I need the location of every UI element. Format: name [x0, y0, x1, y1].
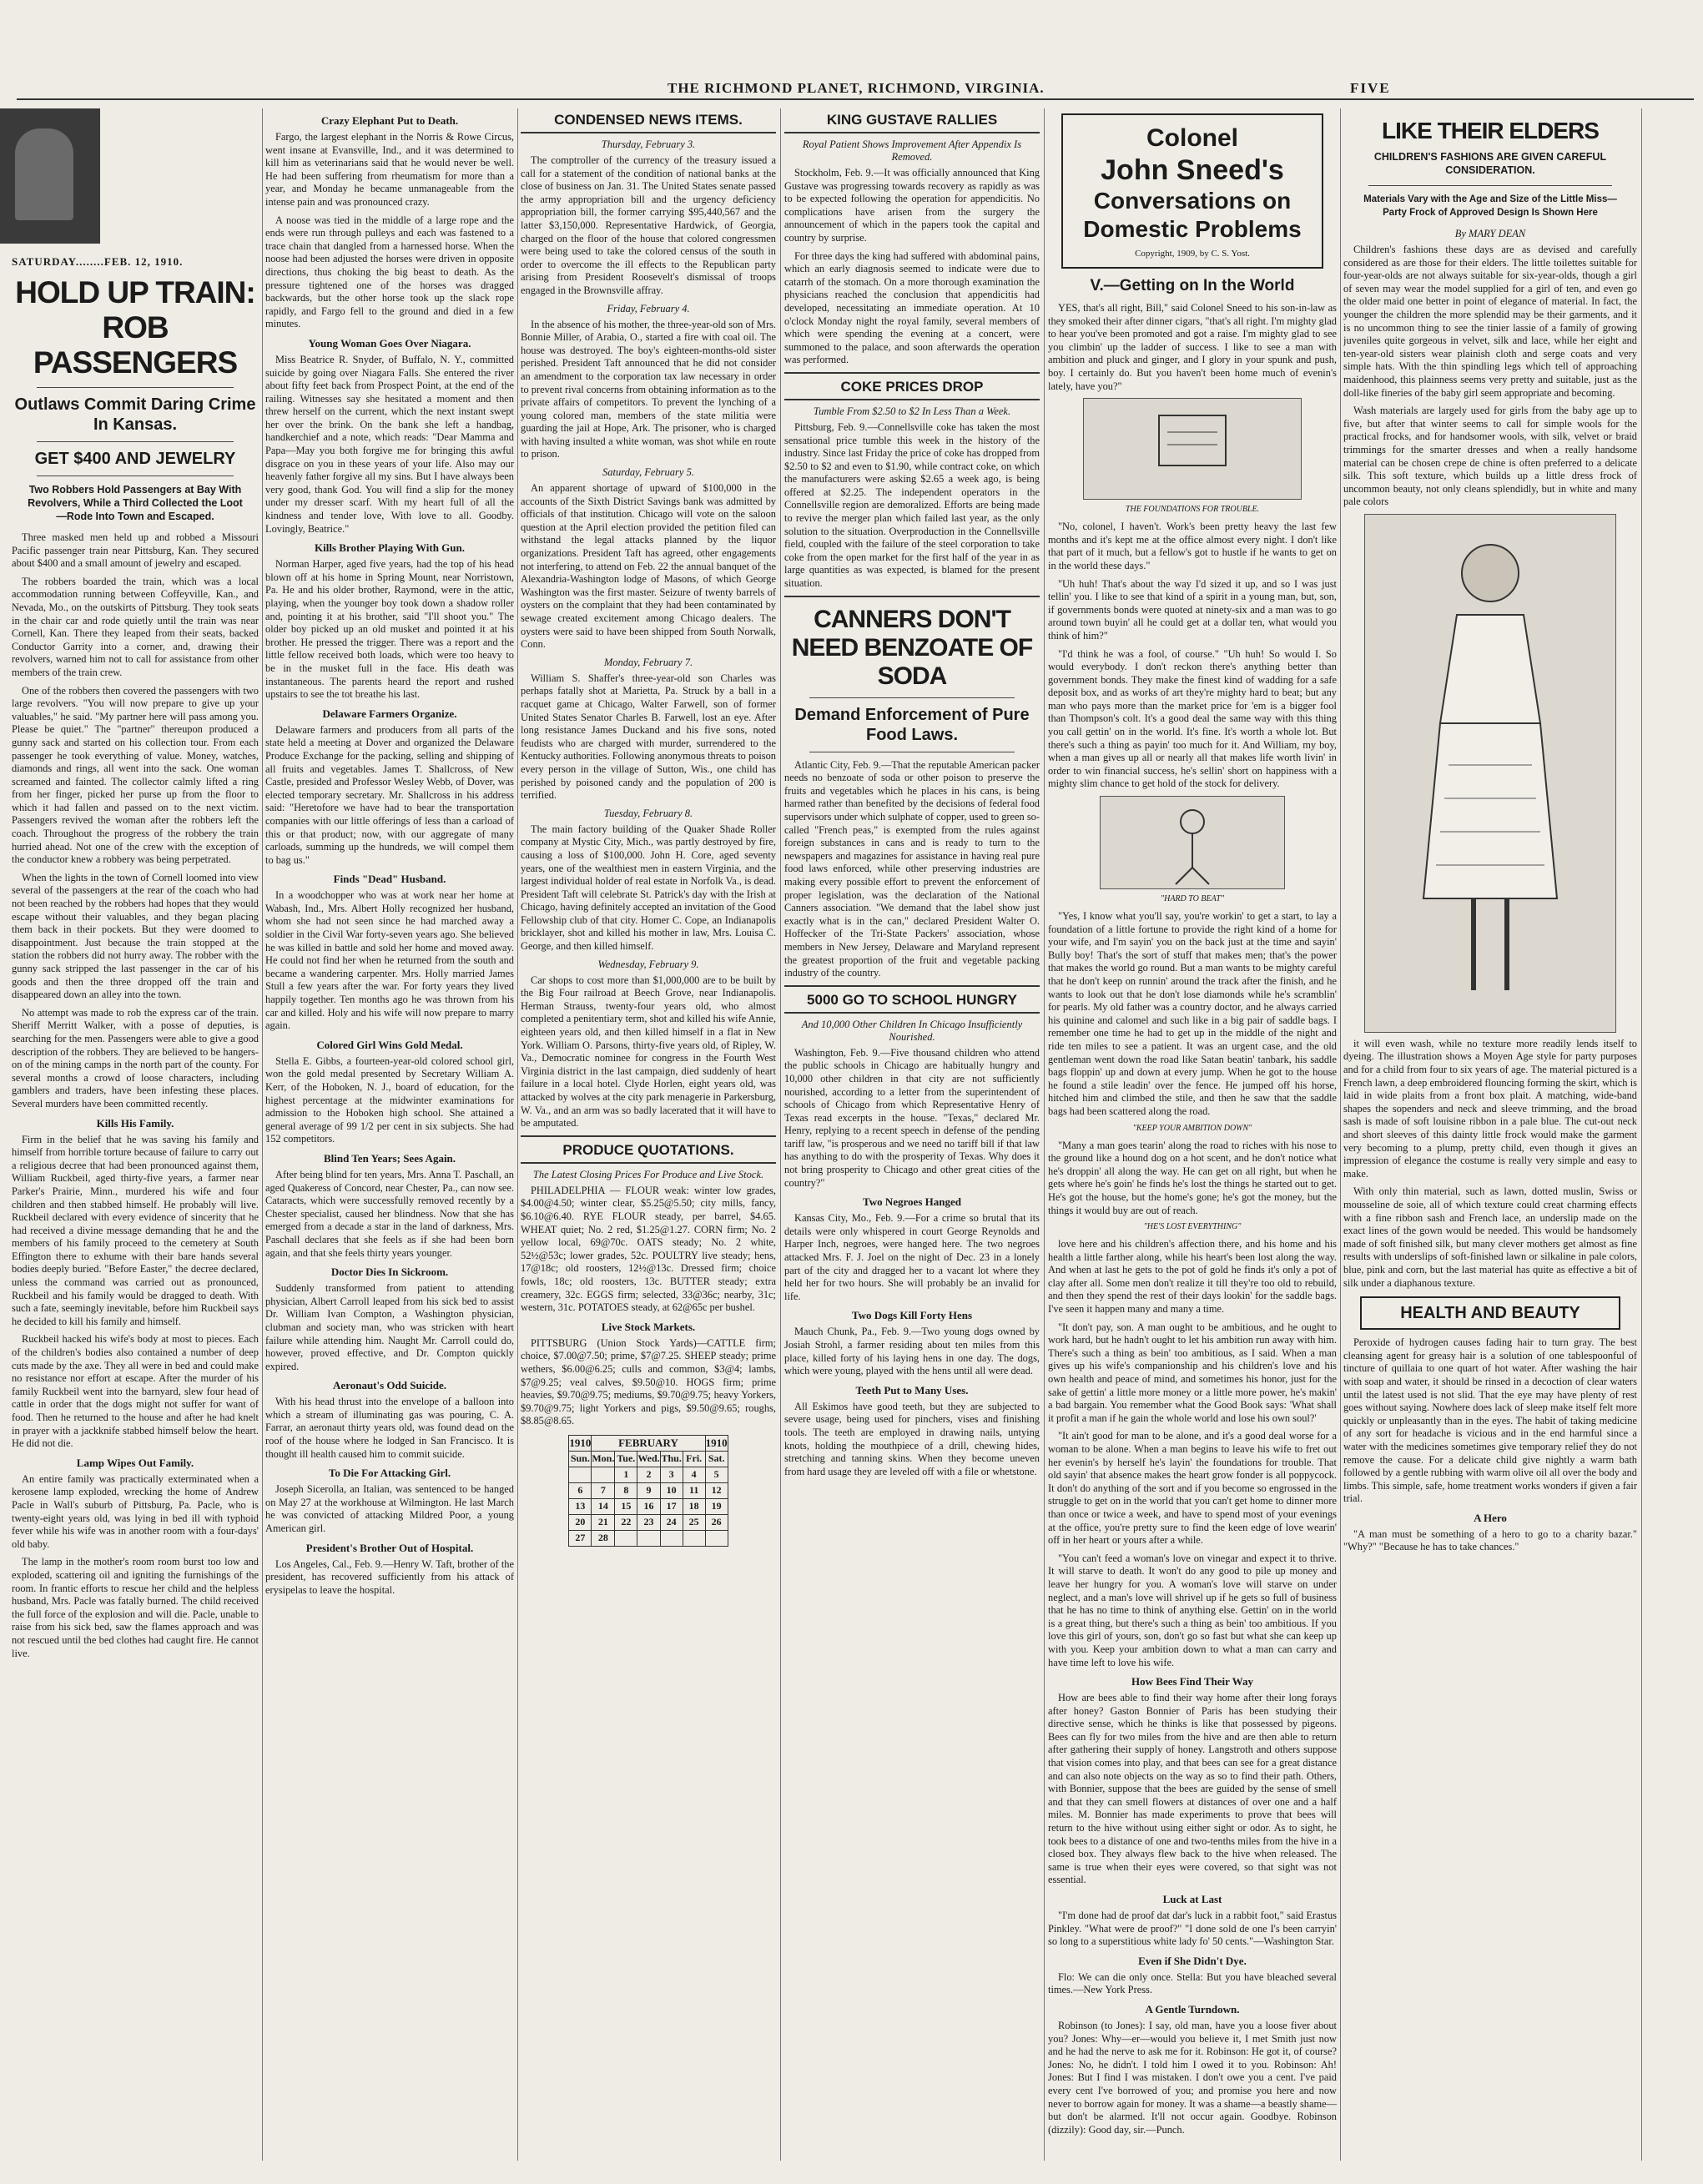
calendar-day: 3 — [660, 1467, 683, 1482]
article-paragraph: Los Angeles, Cal., Feb. 9.—Henry W. Taft, brother of the president, has recovered sufficiently from his attack of erysipelas to leave the hospital. — [265, 1557, 514, 1596]
article-paragraph: Delaware farmers and producers from all parts of the state held a meeting at Dover and organized the Delaware Produce Exchange for the packing, selling and shipping of all fruits and vegetables. James T. Shallcross, of New Castle, presided and Professor Wesley Webb, of Dover, was elected temporary secretary. Mr. Shallcross in his address said: "Heretofore we have had to bear the transportation companies with our little offerings of less than a carload of this or that product; now, with our aggregate of many carloads, summing up the hundreds, we will compel them to bag us." — [265, 723, 514, 866]
article-headline: Finds "Dead" Husband. — [333, 873, 446, 886]
article-paragraph: "A man must be something of a hero to go to a charity bazar." "Why?" "Because he has to take chances." — [1343, 1527, 1637, 1553]
column-rule — [1641, 108, 1642, 2161]
calendar-day: 26 — [705, 1514, 728, 1530]
divider — [37, 441, 234, 442]
feature-title: Conversations on Domestic Problems — [1083, 188, 1302, 242]
article-paragraph: An entire family was practically exterminated when a kerosene lamp exploded, wrecking the home of Andrew Pacle in Wall's suburb of Pittsburg, Pa. Pacle, who is twenty-eight years old, was lying in bed ill with typhoid fever while his wife was in another room with a four-days' old baby. — [12, 1472, 259, 1550]
item-date: Saturday, February 5. — [602, 466, 694, 479]
article-paragraph: Atlantic City, Feb. 9.—That the reputable American packer needs no benzoate of soda or other poison to preserve the fruits and vegetables which he places in his cans, is being harmed rather than benefited by the decisions of federal food supervisors under which sulphate of copper, used to green so-called "French peas," is exempted from the rules against foreign substances in cans and is ready to turn to the newspapers and magazines for assistance in having real pure food laws enforced, while other preserving industries are making every possible effort to prevent the enforcement of proper legislation, was the declaration of the National Canners association. "We demand that the label show just exactly what is in the can," declared President Walter O. Hoffecker of the Tri-State Packers' association, whose members in New Jersey, Delaware and Maryland represent the greatest proportion of the fruit and vegetable packing industry of the country. — [784, 758, 1040, 979]
calendar-day: 17 — [660, 1498, 683, 1514]
article-headline: To Die For Attacking Girl. — [328, 1467, 451, 1480]
column-rule — [1340, 108, 1341, 2161]
article-paragraph: Fargo, the largest elephant in the Norris & Rowe Circus, went insane at Evansville, Ind., and it was determined to kill him as veterinarians said that he would never be well. He had been suffering from rheumatism for more than a year, and Monday he became unmanageable from the intense pain and was pronounced crazy. — [265, 131, 514, 208]
article-paragraph: Peroxide of hydrogen causes fading hair to turn gray. The best cleansing agent for greasy hair is a solution of one tablespoonful of tincture of quillaia to one quart of hot water. After washing the hair with soap and water, it should be rinsed in a decoction of clear waters until the latest used is not slid. That the eye may have plenty of rest goes without saying. Nowhere does lack of sleep make itself felt more quickly or unpleasantly than in the eyes. The habit of taking medicine of any sort for headache is vicious and in the end harmful since a water with the medicines sometimes give temporary relief they do not remove the cause. For a delicate child give nightly a warm bath followed by a gentle rubbing with warm olive oil all over the body and limbs. This simple, safe, home treatment works wonders if given a fair trial. — [1343, 1336, 1637, 1505]
news-item: The comptroller of the currency of the treasury issued a call for a statement of the condition of national banks at the close of business on Jan. 31. The United States senate passed the army appropriation bill and the urgency deficiency appropriation bill, the former carrying $95,440,567 and the latter $3,150,000. Representative Hardwick, of Georgia, charged on the floor of the house that colored congressmen were being used to take the colored census of the south in order to overcome the ill effects to the Republican party arising from President Roosevelt's dismissal of troops engaged in the Brownsville affray. — [521, 154, 776, 296]
calendar-day: 14 — [592, 1498, 615, 1514]
section-headline: KING GUSTAVE RALLIES — [784, 112, 1040, 133]
lead-summary: Two Robbers Hold Passengers at Bay With Revolvers, While a Third Collected the Loot—Rode Into Town and Escaped. — [28, 484, 243, 522]
article-paragraph: A noose was tied in the middle of a large rope and the ends were run through pulleys and each was fastened to a trace chain that dangled from a harnessed horse. When the noose had been adjusted the horses were driven in opposite directions, thus choking the big beast to death. As the pressure tightened one of the horses was dragged backwards, but the other horse took up the slack rope rapidly, and Fargo fell to the ground and died in a few minutes. — [265, 214, 514, 330]
article-paragraph: Suddenly transformed from patient to attending physician, Albert Carroll leaped from his sick bed to assist Dr. William Ivan Compton, a Washington physician, clubman and society man, who was stricken with heart failure while attending him. Naught Mr. Carroll could do, however, proved effective, and Dr. Compton quickly expired. — [265, 1282, 514, 1372]
column-rule — [780, 108, 781, 2161]
article-deck: CHILDREN'S FASHIONS ARE GIVEN CAREFUL CONSIDERATION. — [1373, 151, 1607, 176]
article-headline: Lamp Wipes Out Family. — [76, 1456, 194, 1469]
article-headline: Teeth Put to Many Uses. — [855, 1383, 969, 1396]
article-paragraph: The lamp in the mother's room room burst too low and exploded, scattering oil and igniting the furnishings of the room. In frantic efforts to rescue her child and the helpless husband, Mrs. Pacle was fatally burned. The child received the full force of the explosion and will die. Pacle, unable to raise from his sick bed, saw the flames approach and was not rescued until the bed clothes had caught fire. He cannot live. — [12, 1556, 259, 1659]
page-header — [0, 80, 1703, 98]
chapter-heading: V.—Getting on In the World — [1090, 277, 1295, 294]
divider — [37, 387, 234, 388]
divider — [784, 985, 1040, 987]
calendar-day — [660, 1530, 683, 1546]
article-headline: A Gentle Turndown. — [1145, 2002, 1240, 2015]
calendar-weekday: Fri. — [683, 1451, 705, 1467]
article-headline: Two Dogs Kill Forty Hens — [851, 1309, 973, 1322]
divider — [784, 372, 1040, 374]
divider — [1368, 185, 1612, 186]
section-subhead: The Latest Closing Prices For Produce and Live Stock. — [532, 1168, 764, 1180]
section-subhead: Royal Patient Shows Improvement After Appendix Is Removed. — [802, 138, 1022, 163]
article-headline: Luck at Last — [1162, 1893, 1222, 1905]
article-paragraph: Flo: We can die only once. Stella: But you have bleached several times.—New York Press. — [1048, 1970, 1337, 1996]
article-subdeck: Materials Vary with the Age and Size of the Little Miss—Party Frock of Approved Design Is Shown Here — [1363, 194, 1617, 218]
article-headline: Blind Ten Years; Sees Again. — [323, 1151, 456, 1165]
article-paragraph: "I'd think he was a fool, of course." "Uh huh! So would I. So would everybody. I don't reckon there's anything better than government bonds. They make the finest kind of wadding for a safe deposit box, and as works of art they're mighty hard to beat; but any man who pays more than the market price for 'em is a bigger fool than Thompson's colt. It's a good deal the same way with this thing you call gettin' on in the world. It's fine. It's worth a whole lot. But there's such a thing as payin' too much for it. And William, my boy, when a man gives up all or nearly all that makes life worth livin' in order to win financial success, he's sellin' short on happiness with a mighty slim chance to get hold of the stock for delivery. — [1048, 647, 1337, 790]
article-paragraph: Firm in the belief that he was saving his family and himself from horrible torture because of failure to carry out a religious decree that had been pronounced against them, William Ruckbeil, aged thirty-five years, a farmer near Parker's Prairie, Minn., murdered his wife and four children and then stabbed himself. He probably will live. Ruckbeil declared with every evidence of sincerity that he had received a divine message demanding that he and the members of his family proceed to the cemetery at South Effington there to exhume with their bare hands several bodies deeply buried. "Before Easter," the decree declared, unless the command was carried out as pronounced, Ruckbeil and his family would be dragged to death. With such a fate, seemingly inevitable, before him Ruckbeil says he decided to kill his family and himself. — [12, 1133, 259, 1327]
article-paragraph: How are bees able to find their way home after their long forays after honey? Gaston Bonnier of Paris has been studying their directive sense, which he thinks is like that possessed by pigeons. Bees can fly for two miles from the hive and are then able to return after gathering their supply of honey. Langstroth and others suppose that vision comes into play, and that bees can see for a great distance and can also note objects on the way as so to find their path. Others, with Bonnier, suppose that the bees are guided by the sense of smell and that they can smell flowers at distances of over one and a half miles. M. Bonnier has made experiments to prove that bees will return to the hive without using either sight or odor. As to sight, he took bees to a distance of one and two-tenths miles from the hive in a closed box. They always flew back to the hive when released. The same is true when their eyes were covered, so that sight was not essential. — [1048, 1692, 1337, 1886]
article-paragraph: All Eskimos have good teeth, but they are subjected to severe usage, being used for pinchers, vises and finishing tools. The teeth are employed in drawing nails, untying knots, holding the mouthpiece of a drill, chewing hides, stretching and tanning skins. When they become uneven from hard usage they are leveled off with a file or whetstone. — [784, 1400, 1040, 1477]
article-paragraph: "You can't feed a woman's love on vinegar and expect it to thrive. It will starve to death. It won't do any good to pile up money and leave her hungry for you. A woman's love will starve on under neglect, and a man's love will shrivel up if he gets so full of business that he has no time to think of anything else. Gettin' on in the world is a great thing, but there's such a thing as bein' too ambitious. If you love this girl of yours, son, don't go so fast but what she can keep up with you. Keep your ambition down to what a man can carry and have time left to love his wife. — [1048, 1552, 1337, 1668]
article-headline: Delaware Farmers Organize. — [322, 707, 457, 720]
calendar-day: 11 — [683, 1482, 705, 1498]
masthead-photo — [0, 108, 100, 244]
article-paragraph: With only thin material, such as lawn, dotted muslin, Swiss or mousseline de soie, all of which texture could creat charming effects with a fine ribbon sash and French lace, an underslip made on the exact lines of the gown would be needed. This would be handsomely made of soft finished silk, but many clever mothers get almost as fine results with underslips of soft-finished lawn or silkaline in pale colors, blue, pink and corn, but the last material has quite as effective a bit of silk under a diaphanous texture. — [1343, 1185, 1637, 1289]
article-headline: Live Stock Markets. — [601, 1320, 696, 1333]
article-paragraph: Stockholm, Feb. 9.—It was officially announced that King Gustave was progressing towards recovery as rapidly as was to be expected following the operation for appendicitis. No complications have arisen from the surgery the announcement of which in the papers took the capital and country by surprise. — [784, 167, 1040, 244]
article-headline: Kills His Family. — [96, 1116, 174, 1130]
column-5 — [1048, 108, 1337, 2161]
calendar-weekday: Thu. — [660, 1451, 683, 1467]
fashion-illustration — [1364, 514, 1616, 1033]
calendar-day — [569, 1467, 592, 1482]
article-paragraph: "Uh huh! That's about the way I'd sized it up, and so I was just tellin' you. I like to see that kind of a spirit in a young man, but, son, if governments bonds were quoted at ninety-six and a man was to go around town buyin' all he could get at a dollar ten, what would you think of him?" — [1048, 577, 1337, 642]
article-paragraph: YES, that's all right, Bill," said Colonel Sneed to his son-in-law as they smoked their after dinner cigars, "that's all right. I'm mighty glad to hear you've been promoted and got a raise. I'm mighty glad to see you climbin' up the ladder of success. I like to see a man with ambition and pluck and ginger, and I glory in your spunk and push, boy. I certainly do. But you haven't been home much of evenin's lately, have you?" — [1048, 302, 1337, 392]
article-paragraph: "I'm done had de proof dat dar's luck in a rabbit foot," said Erastus Pinkley. "What were de proof?" "I done sold de one I's been carryin' so long to a superstitious white lady fo' 50 cents."—Washington Star. — [1048, 1910, 1337, 1948]
article-headline: Even if She Didn't Dye. — [1138, 1954, 1247, 1967]
article-paragraph: The robbers boarded the train, which was a local accommodation running between Coffeyville, Kan., and Nevada, Mo., on the outskirts of Pittsburg. They took seats in the chair car and rode quietly until the train was near Cornell, Kan. There they leaped from their seats, backed Conductor Garrity into a corner, and, drawing their revolvers, warned him not to call for assistance from other members of the train crew. — [12, 575, 259, 678]
article-headline: Two Negroes Hanged — [863, 1195, 961, 1209]
calendar-day: 4 — [683, 1467, 705, 1482]
article-headline: Kills Brother Playing With Gun. — [315, 541, 465, 555]
article-headline: How Bees Find Their Way — [1131, 1675, 1253, 1688]
article-paragraph: Stella E. Gibbs, a fourteen-year-old colored school girl, won the gold medal presented by Secretary William A. Kerr, of the Hoboken, N. J., board of education, for the highest percentage at the midwinter examinations for admission to the Hoboken high school. She attained a general average of 99 1/2 per cent in six subjects. She had 152 competitors. — [265, 1054, 514, 1145]
article-deck: Demand Enforcement of Pure Food Laws. — [794, 705, 1030, 744]
calendar-day: 8 — [615, 1482, 637, 1498]
calendar — [568, 1435, 728, 1547]
illustration-caption: "HARD TO BEAT" — [1160, 894, 1225, 904]
section-subhead: And 10,000 Other Children In Chicago Insufficiently Nourished. — [801, 1018, 1023, 1043]
article-paragraph: After being blind for ten years, Mrs. Anna T. Paschall, an aged Quakeress of Concord, near Chester, Pa., can now see. Cataracts, which were successfully removed recently by a Chester specialist, caused her blindness. Now that she has emerged from a decade a star in the land of darkness, Mrs. Paschall declares that she feels as if she had been born again, and that she feels thirty years younger. — [265, 1168, 514, 1259]
section-headline: 5000 GO TO SCHOOL HUNGRY — [784, 992, 1040, 1014]
article-paragraph: Pittsburg, Feb. 9.—Connellsville coke has taken the most sensational price tumble this week in the history of the industry. Since last Friday the price of coke has dropped from $2.50 to $2 and even to $1.90, while contract coke, on which the manufacturers were asking $2.65 a week ago, is being offered at $2.25. The independent operators in the Connellsville region are demoralized. Efforts are being made to revive the merger plan which failed last year, as the only solution to the situation. Overproduction in the Connellsville field, coupled with the failure of the steel corporation to take coke from the open market for the first half of the year in as large quantities as was expected, is blamed for the present situation. — [784, 420, 1040, 590]
lead-deck-2: GET $400 AND JEWELRY — [34, 450, 236, 468]
article-paragraph: love here and his children's affection there, and his home and his health a little farther along, while his heart's been lost along the way. And when at last he gets to the pot of gold he finds it's only a pot of clay after all. Some men don't realize it till they're too old to rebuild, and then they spend the rest of their days lookin' for the saddle bags. I've seen it happen many and many a time. — [1048, 1238, 1337, 1316]
article-paragraph: "It don't pay, son. A man ought to be ambitious, and he ought to work hard, but he hadn't ought to let his ambition run away with him. There's such a thing as bein' too ambitious, as I said. When a man gives up his wife's companionship and his children's love and his own health and peace of mind, and sometimes his honor, just for the sake of gettin' a little more money or a little more power, he's makin' a bad bargain. You remember what the Good Book says: 'What shall it profit a man if he gain the whole world and lose his own soul?' — [1048, 1321, 1337, 1424]
article-paragraph: One of the robbers then covered the passengers with two large revolvers. "You will now prepare to give up your valuables," he said. "My partner here will pass among you. Please be quiet." The "partner" thereupon produced a gunny sack and started on his collection tour. From each passenger he took everything of value. Money, watches, diamonds and rings, all went into the sack. One woman screamed and fainted. The collector calmly lifted a ring from her finger, picked her purse up from the floor to which it had fallen and passed on to the next victim. Passengers revived the woman after the robbers left the coach. Throughout the progress of the robbery the train hurried ahead. Not one of the crew with the exception of the conductor knew a robbery was being perpetrated. — [12, 684, 259, 866]
article-paragraph: With his head thrust into the envelope of a balloon into which a stream of illuminating gas was pouring, C. A. Farrar, an aeronaut thirty years old, was found dead on the roof of the house where he lodged in San Francisco. It is thought ill health caused him to commit suicide. — [265, 1396, 514, 1460]
section-headline: CONDENSED NEWS ITEMS. — [521, 112, 776, 133]
section-label: HEALTH AND BEAUTY — [1400, 1304, 1580, 1323]
section-headline: PRODUCE QUOTATIONS. — [521, 1142, 776, 1164]
article-headline: LIKE THEIR ELDERS — [1382, 118, 1599, 143]
divider — [809, 697, 1015, 698]
calendar-day: 5 — [705, 1467, 728, 1482]
article-headline: A Hero — [1474, 1511, 1507, 1524]
girl-dress-drawing — [1365, 515, 1615, 1032]
column-rule — [1044, 108, 1045, 2161]
calendar-day: 22 — [615, 1514, 637, 1530]
article-paragraph: No attempt was made to rob the express car of the train. Sheriff Merritt Walker, with a posse of deputies, is searching for the men. Passengers were able to give a good description of the robbers. They are believed to be hangers-on of the mining camps in the north part of the county. For several months a crowd of loose characters, including gamblers and traders, have been infesting these places. Several murders have been committed recently. — [12, 1006, 259, 1110]
article-paragraph: Children's fashions these days are as devised and carefully considered as are those for their elders. The little toilettes suitable for four-year-olds are not always suitable for six-year-olds, though a girl of seven may wear the model supplied for a girl of ten, and even go the older maid one better in point of elegance of material. In fact, the younger the children the more splendid may be their garments, and it is no uncommon thing to see the tinier lassie of a family of growing juveniles quite gorgeous in velvet, silk and lace, while her eight and ten-year-old sisters wear plainish cloth and serge coats and very simple hats. With the thin spindling legs which tell of approaching maidenhood, this plainness seems very pretty and suitable, just as the doll-like fineries of the baby girl seem appropriate and becoming. — [1343, 244, 1637, 399]
article-paragraph: Norman Harper, aged five years, had the top of his head blown off at his home in Spring Mount, near Norristown, Pa. He and his older brother, Raymond, were in the attic, playing, when the younger boy took down a shadow roller and, pointing it at his brother, said "I'll shoot you." The older boy picked up an old musket and pointed it at his brother. He pressed the trigger. There was a report and the little fellow received both loads, which were too heavy to be in the musket full in the face. His death was instantaneous. The parents heard the report and rushed upstairs to see the tot breathe his last. — [265, 558, 514, 701]
article-paragraph: "No, colonel, I haven't. Work's been pretty heavy the last few months and it's kept me at the office almost every night. I don't like that part of it much, but a fellow's got to hustle if he wants to get on in the world these days." — [1048, 521, 1337, 571]
calendar-day: 21 — [592, 1514, 615, 1530]
article-paragraph: Joseph Sicerolla, an Italian, was sentenced to be hanged on May 27 at the workhouse at Wilmington. He last March he was convicted of attacking Mildred Poor, a young American girl. — [265, 1483, 514, 1535]
calendar-day: 24 — [660, 1514, 683, 1530]
article-paragraph: "Yes, I know what you'll say, you're workin' to get a start, to lay a foundation of a little fortune to provide the right kind of a home for your wife, and I'm sayin' you on the back just at the time and sayin' Bully boy! That's the sort of stuff that makes men; that's the power that makes the world go round. But a man wants to be mighty careful that he don't keep on runnin' around the track after the finish, and he wants to look out that he don't lose diamonds while he's scramblin' for pearls. My old father was a country doctor, and he always carried his quinine and calomel and such like in a big pair of saddle bags. I remember one time he had to get up in the middle of the night and ride ten miles to see a patient. It was an urgent case, and the old gentleman went down the road like Satan beatin' tanbark, his saddle bags floppin' up and down at every jump. When he got to the house he found a stile leadin' over the fence. He jumped off his horse, hitched him and climbed the stile, and then he saw that the saddle bags had been scattered along the road. — [1048, 910, 1337, 1117]
calendar-day: 16 — [637, 1498, 660, 1514]
item-date: Thursday, February 3. — [601, 138, 696, 150]
byline: By MARY DEAN — [1454, 228, 1526, 239]
calendar-day: 15 — [615, 1498, 637, 1514]
column-rule — [517, 108, 518, 2161]
calendar-year: 1910 — [569, 1435, 592, 1451]
illustration — [1083, 398, 1302, 500]
column-rule — [262, 108, 263, 2161]
article-paragraph: Kansas City, Mo., Feb. 9.—For a crime so brutal that its details were only whispered in court George Reynolds and Harper Inch, negroes, were hanged here. The two negroes attacked Mrs. F. J. Joel on the night of Dec. 23 in a lonely part of the city and dragged her to a vacant lot where they held her for two hours. She will probably be an invalid for life. — [784, 1212, 1040, 1302]
calendar-day: 28 — [592, 1530, 615, 1546]
article-paragraph: "Many a man goes tearin' along the road to riches with his nose to the ground like a hound dog on a hot scent, and he don't notice what he's droppin' all along the way. He can get on all right, but when he gets where he's goin' he finds he's lost the things he started out to get. He's got the house, but the home's gone; he's got the money, but the things it would buy are out of reach. — [1048, 1139, 1337, 1216]
calendar-day: 6 — [569, 1482, 592, 1498]
calendar-day: 10 — [660, 1482, 683, 1498]
calendar-month: FEBRUARY — [592, 1435, 705, 1451]
calendar-day — [683, 1530, 705, 1546]
divider — [784, 596, 1040, 597]
illustration-caption: THE FOUNDATIONS FOR TROUBLE. — [1125, 505, 1260, 515]
news-item: Car shops to cost more than $1,000,000 are to be built by the Big Four railroad at Beech Grove, near Indianapolis. Herman Strauss, twenty-four years old, who almost completed a penitentiary term, shot and killed his wife Annie, eighteen years old, and then killed himself in a flat in New York. William O. Parsons, thirty-five years old, of Ripley, W. Va., Democratic nominee for congress in the Fourth West Virginia district in the last campaign, died suddenly of heart failure in a local hotel. Clyde Horlen, eight years old, was attacked by wolves at the city park menagerie in Parkersburg, W. Va., and an arm was so badly lacerated that it will have to be amputated. — [521, 974, 776, 1130]
column-3 — [521, 108, 776, 2161]
calendar-day: 9 — [637, 1482, 660, 1498]
calendar-day: 23 — [637, 1514, 660, 1530]
health-beauty-banner — [1360, 1296, 1620, 1330]
calendar-day: 25 — [683, 1514, 705, 1530]
header-rule — [17, 98, 1694, 100]
lead-deck: Outlaws Commit Daring Crime In Kansas. — [14, 395, 256, 434]
article-paragraph: In a woodchopper who was at work near her home at Wabash, Ind., Mrs. Albert Holly recognized her husband, whom she had not seen since he had marched away a soldier in the Civil War forty-seven years ago. She believed he was killed in battle and sold her home and moved away. He could not find her when he returned from the south and became a wandering carpenter. Mrs. Holly married James Stull a few years after the war. For forty years they lived happily together. Ten months ago he was thrown from his car and killed. Holy and his wife will now prepare to marry again. — [265, 889, 514, 1032]
article-paragraph: Robinson (to Jones): I say, old man, have you a loose fiver about you? Jones: Why—er—would you believe it, I met Smith just now and he had the nerve to ask me for it. Robinson: He got it, of course? Jones: No, he didn't. I told him I owed it to you. Robinson: Ah! Jones: But I find I was mistaken. I don't owe you a cent. I've paid every cent I've borrowed of you; and promise you here and now never to borrow again for money. It was a shame—a beastly shame—but don't be alarmed. It'll not occur again. Goodbye. Robinson (dizzily): Good day, sir.—Punch. — [1048, 2019, 1337, 2136]
paper-title: THE RICHMOND PLANET, RICHMOND, VIRGINIA. — [668, 80, 1045, 96]
calendar-day — [592, 1467, 615, 1482]
feature-title: John Sneed's — [1101, 154, 1284, 186]
news-item: William S. Shaffer's three-year-old son Charles was perhaps fatally shot at Marietta, Pa. Struck by a ball in a racquet game at Chicago, Walter Farwell, son of former United States Senator Charles B. Farwell, lost an eye. After long resistance James Duckand and his five sons, noted feudists who are charged with murder, surrendered to the Kentucky authorities. Following anonymous threats to poison every person in the village of Sutton, Wis., one child has perished by poisoned candy and the population of 200 is terrified. — [521, 672, 776, 802]
calendar-day: 12 — [705, 1482, 728, 1498]
news-item: The main factory building of the Quaker Shade Roller company at Mystic City, Mich., was partly destroyed by fire, causing a loss of $100,000. John H. Core, aged seventy years, one of the wealthiest men in eastern Virginia, and the largest individual holder of real estate in Norfolk Va., is dead. President Taft will celebrate St. Patrick's day with the Irish at Chicago, having definitely accepted an invitation of the Good Fellowship club of that city. Homer C. Cope, an Indianapolis bricklayer, shot and killed his mother in law, Mrs. Louisa C. George, and then killed himself. — [521, 823, 776, 953]
divider — [521, 1135, 776, 1137]
copyright-line: Copyright, 1909, by C. S. Yost. — [1135, 249, 1250, 259]
news-item: In the absence of his mother, the three-year-old son of Mrs. Bonnie Miller, of Arabia, O., started a fire with coal oil. The house was destroyed. The boy's eighteen-months-old sister perished. President Taft announced that he did not consider an amendment to the corporation tax law necessary in order to prevent rival concerns from obtaining information as to the private affairs of competitors. To prevent the lynching of a young colored man, members of the state militia were guarding the jail at Hope, Ark. The prisoner, who is charged with having insulted a white woman, was shot while en route to prison. — [521, 318, 776, 460]
column-1 — [12, 250, 259, 2161]
feature-title-box — [1061, 113, 1323, 269]
calendar-day: 7 — [592, 1482, 615, 1498]
calendar-day: 2 — [637, 1467, 660, 1482]
article-paragraph: Mauch Chunk, Pa., Feb. 9.—Two young dogs owned by Josiah Strohl, a farmer residing about ten miles from this place, killed forty of his laying hens in one day. The dogs, which were young, played with the hens until all were dead. — [784, 1326, 1040, 1377]
article-paragraph: Ruckbeil hacked his wife's body at most to pieces. Each of the children's bodies also contained a number of deep cuts made by the axe. They all were in bed and could make no resistance nor effort at escape. After the murder of his family Ruckbeil went into the barnyard, slew four head of cattle in order that the dogs might not suffer for want of food. Then he returned to the house and after he had knelt in prayer with a jackknife stabbed himself below the heart. He did not die. — [12, 1333, 259, 1450]
item-date: Friday, February 4. — [607, 302, 690, 315]
issue-dateline: SATURDAY........FEB. 12, 1910. — [12, 255, 184, 268]
calendar-day — [705, 1530, 728, 1546]
calendar-day: 19 — [705, 1498, 728, 1514]
calendar-day — [637, 1530, 660, 1546]
calendar-day: 20 — [569, 1514, 592, 1530]
calendar-weekday: Wed. — [637, 1451, 660, 1467]
section-subhead: Tumble From $2.50 to $2 In Less Than a Week. — [813, 405, 1011, 417]
calendar-year: 1910 — [705, 1435, 728, 1451]
column-6 — [1343, 108, 1637, 2161]
calendar-weekday: Sat. — [705, 1451, 728, 1467]
column-4 — [784, 108, 1040, 2161]
article-paragraph: Washington, Feb. 9.—Five thousand children who attend the public schools in Chicago are habitually hungry and 10,000 other children in that city are not sufficiently nourished, according to a letter from the superintendent of schools of Chicago from which Representative Henry of Texas read excerpts in the house. "Texas," declared Mr. Henry, replying to a recent speech in defense of the pending tariff law, "is prosperous and we need no tariff bill if that law has anything to do with the prosperity of Texas. Why does it not bring prosperity to Chicago and other great cities of the country?" — [784, 1046, 1040, 1189]
market-report: PHILADELPHIA — FLOUR weak: winter low grades, $4.00@4.50; winter clear, $5.25@5.50; city mills, fancy, $6.10@6.40. RYE FLOUR steady, per barrel, $4.65. WHEAT quiet; No. 2 red, $1.25@1.27. CORN firm; No. 2 yellow local, 69@70c. OATS steady; No. 2 white, 52½@53c; lower grades, 52c. POULTRY live steady; hens, 17@18c; old roosters, 12½@13c. Dressed firm; choice fowls, 18c; old roosters, 13c. BUTTER steady; extra creamery, 32c. EGGS firm; selected, 33@36c; nearby, 31c; western, 31c. POTATOES steady, at 62@65c per bushel. — [521, 1184, 776, 1314]
column-2 — [265, 108, 514, 2161]
illustration-drawing — [1084, 399, 1301, 499]
illustration-caption: "KEEP YOUR AMBITION DOWN" — [1132, 1123, 1252, 1133]
page-number: FIVE — [1350, 80, 1391, 96]
article-paragraph: Wash materials are largely used for girls from the baby age up to five, but after that winter seems to call for simple wools for the practical frocks, and for handsomer wools, with silk, velvet or braid trimmings for the smarter dresses and when a really handsome material can be chosen crepe de chine is often preferred to a delicate silk. This soft texture, which builds up a little dress frock of uncommon beauty, not only cleans splendidly, but in white and many pale colors — [1343, 405, 1637, 508]
calendar-day: 18 — [683, 1498, 705, 1514]
illustration — [1100, 796, 1285, 889]
article-paragraph: it will even wash, while no texture more readily lends itself to dyeing. The illustration shows a Moyen Age style for party purposes and for a child from four to six years of age. The material pictured is a French lawn, a deep embroidered flouncing forming the skirt, which is laid in wide plaits from a front box plait. A matching, wide-band shapes the sopenders and neck and sleeve trimming, and the broad sash is made of soft louisine ribbon in a pale blue. The cut-out neck and short sleeves of this dainty little frock would make the garment very becoming to a plump, pretty child, even though it gives an impression of elegance the costume is really very simple and easy to make. — [1343, 1037, 1637, 1180]
article-headline: Young Woman Goes Over Niagara. — [308, 336, 471, 350]
article-paragraph: Miss Beatrice R. Snyder, of Buffalo, N. Y., committed suicide by going over Niagara Falls. She entered the river about fifty feet back from Prospect Point, at the end of the railing. Witnesses say she hesitated a moment and then threw herself on the current, which the next instant swept her over the brink. On the bank she left a handbag, handkerchief and a note, which reads: "Dear Mamma and Papa—May you both forgive me for bringing this awful disgrace on you in these years of your life. Also may our heavenly father forgive all my sins. But I have always been very good, thank God. You will find a slip for the money under my dresser scarf. With my heart full of all the kindness and tender love, With love to all. Goodby. Lovingly, Beatrice." — [265, 353, 514, 535]
calendar-weekday: Tue. — [615, 1451, 637, 1467]
calendar-weekday: Sun. — [569, 1451, 592, 1467]
calendar-weekday: Mon. — [592, 1451, 615, 1467]
market-report: PITTSBURG (Union Stock Yards)—CATTLE firm; choice, $7.00@7.50; prime, $7@7.25. SHEEP steady; prime wethers, $6.00@6.25; culls and common, $3@4; lambs, $7@9.25; veal calves, $9.50@10. HOGS firm; prime heavies, $9.70@9.75; mediums, $9.70@9.75; heavy Yorkers, $9.70@9.75; light Yorkers and pigs, $9.50@9.65; roughs, $8.85@8.65. — [521, 1336, 776, 1427]
article-paragraph: "It ain't good for man to be alone, and it's a good deal worse for a woman to be alone. When a man begins to leave his wife to fret out her evenin's by herself he's layin' the foundations for trouble. That old sayin' that absence makes the heart grow fonder is all poppycock. It don't do anything of the sort and if you become so engrossed in the struggle to get on in the world that you can't get home to dinner more than once or twice a week, and have to spend most of your evenings at the office, you're pretty sure to find the keen edge of love wearin' off in her heart or yours after a while. — [1048, 1430, 1337, 1547]
calendar-day: 27 — [569, 1530, 592, 1546]
article-paragraph: Three masked men held up and robbed a Missouri Pacific passenger train near Pittsburg, Kan. They secured about $400 and a small amount of jewelry and escaped. — [12, 531, 259, 570]
article-headline: Aeronaut's Odd Suicide. — [333, 1379, 446, 1392]
calendar-day: 1 — [615, 1467, 637, 1482]
item-date: Monday, February 7. — [603, 656, 693, 668]
section-headline: COKE PRICES DROP — [784, 379, 1040, 400]
lead-headline: HOLD UP TRAIN: ROB PASSENGERS — [15, 275, 255, 380]
calendar-day — [615, 1530, 637, 1546]
article-headline: Crazy Elephant Put to Death. — [320, 114, 459, 127]
illustration-caption: "HE'S LOST EVERYTHING" — [1143, 1222, 1242, 1232]
feature-title: Colonel — [1146, 124, 1238, 152]
item-date: Wednesday, February 9. — [597, 958, 699, 970]
news-item: An apparent shortage of upward of $100,000 in the accounts of the Sixth District Savings bank was admitted by officials of that institution. Chicago will vote on the saloon question at the April election provided the petition filed can withstand the legal attacks planned by the liquor organizations. President Taft has agreed, other engagements not interfering, to attend on Feb. 22 the annual banquet of the Alexandria-Washington lodge of Masons, of which George Washington was the first master. Seizure of twenty barrels of oysters on the complaint that they had been contaminated by sewage created excitement among Chicago dealers. The oysters were said to have been shipped from South Norwalk, Conn. — [521, 482, 776, 651]
item-date: Tuesday, February 8. — [603, 807, 693, 819]
article-headline: Colored Girl Wins Gold Medal. — [316, 1038, 463, 1051]
article-headline: Doctor Dies In Sickroom. — [330, 1266, 449, 1279]
article-paragraph: When the lights in the town of Cornell loomed into view several of the passengers at the rear of the coach who had not been reached by the robbers had hopes that they would escape without their valuables, and they began placing them back in their pockets. But they were doomed to disappointment. Just because the train stopped at the station the robbers did not hurry away. The robber with the gunny sack stripped the last passenger in the car of his goods and then the three dropped off the train and disappeared down an alley into the town. — [12, 871, 259, 1001]
article-headline: President's Brother Out of Hospital. — [305, 1541, 474, 1554]
article-paragraph: For three days the king had suffered with abdominal pains, which an early diagnosis seemed to indicate were due to catarrh of the stomach. On a more thorough examination the physicians reached the conclusion that appendicitis had developed, necessitating an immediate operation. At 10 o'clock Monday night the royal family, several members of which were spending the evening at a concert, were summoned to the palace, and soon afterwards the operation was performed. — [784, 249, 1040, 366]
article-headline: CANNERS DON'T NEED BENZOATE OF SODA — [791, 605, 1033, 690]
calendar-day: 13 — [569, 1498, 592, 1514]
illustration-drawing — [1101, 797, 1284, 888]
